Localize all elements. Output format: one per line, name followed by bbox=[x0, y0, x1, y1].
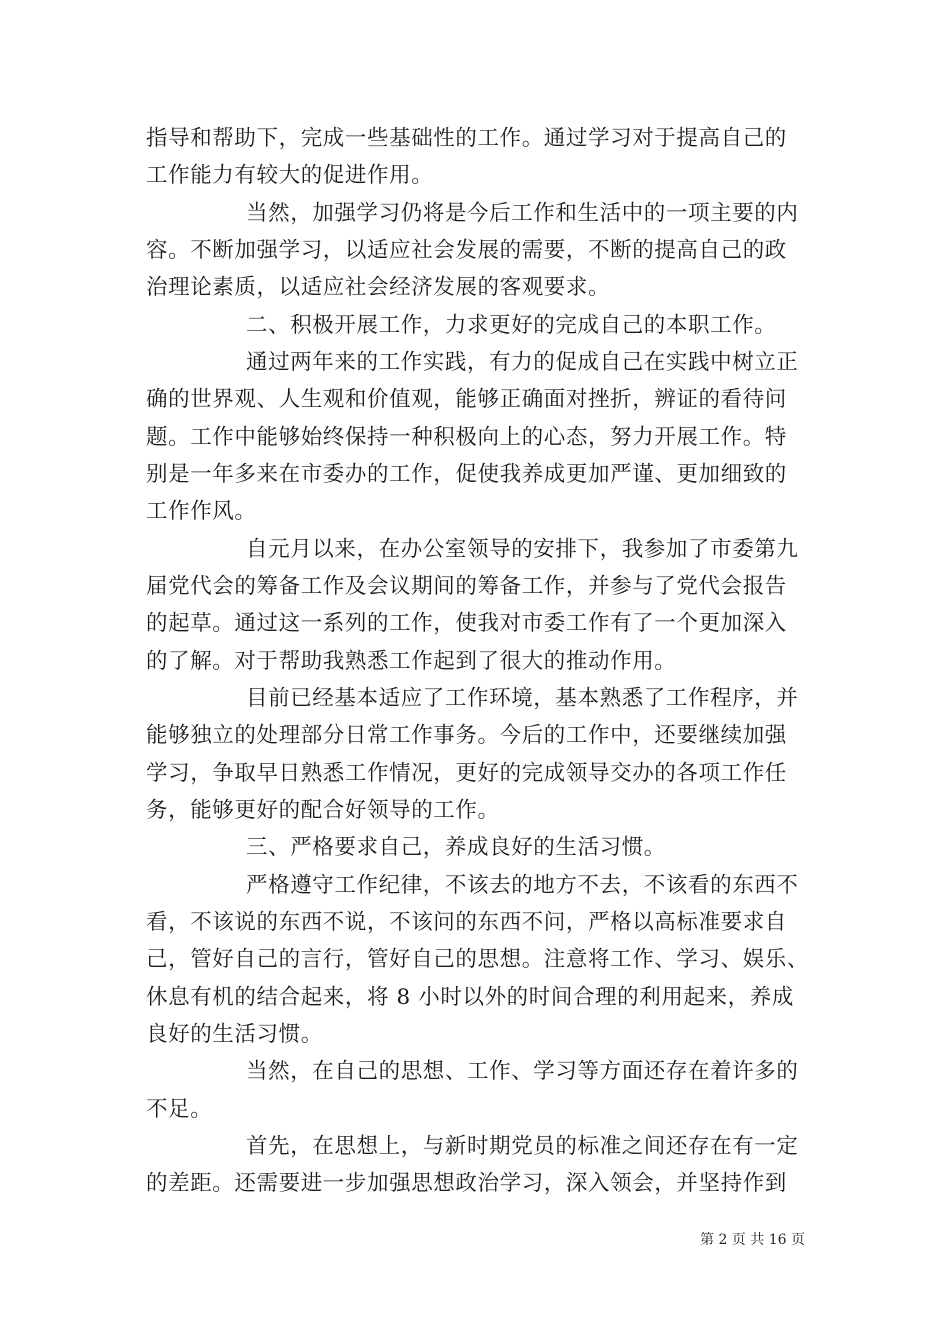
text-line: 良好的生活习惯。 bbox=[146, 1022, 323, 1047]
text-line: 己，管好自己的言行，管好自己的思想。注意将工作、学习、娱乐、 bbox=[146, 947, 810, 972]
text-line: 的了解。对于帮助我熟悉工作起到了很大的推动作用。 bbox=[146, 649, 677, 674]
text-line: 的起草。通过这一系列的工作，使我对市委工作有了一个更加深入 bbox=[146, 611, 787, 636]
text-line: 工作能力有较大的促进作用。 bbox=[146, 163, 434, 188]
text-line: 届党代会的筹备工作及会议期间的筹备工作，并参与了党代会报告 bbox=[146, 574, 787, 599]
text-line: 的差距。还需要进一步加强思想政治学习，深入领会，并坚持作到 bbox=[146, 1171, 787, 1196]
text-line: 学习，争取早日熟悉工作情况，更好的完成领导交办的各项工作任 bbox=[146, 761, 787, 786]
text-line: 确的世界观、人生观和价值观，能够正确面对挫折，辨证的看待问 bbox=[146, 387, 787, 412]
text-line: 不足。 bbox=[146, 1097, 213, 1122]
paragraph-start-line: 首先，在思想上，与新时期党员的标准之间还存在有一定 bbox=[246, 1134, 799, 1159]
page-number-footer: 第 2 页 共 16 页 bbox=[700, 1232, 805, 1248]
section-heading-2: 二、积极开展工作，力求更好的完成自己的本职工作。 bbox=[246, 313, 777, 338]
paragraph-start-line: 当然，在自己的思想、工作、学习等方面还存在着许多的 bbox=[246, 1059, 799, 1084]
text-line: 别是一年多来在市委办的工作，促使我养成更加严谨、更加细致的 bbox=[146, 462, 787, 487]
paragraph-start-line: 当然，加强学习仍将是今后工作和生活中的一项主要的内 bbox=[246, 201, 799, 226]
text-line: 休息有机的结合起来，将 8 小时以外的时间合理的利用起来，养成 bbox=[146, 985, 794, 1010]
text-line: 务，能够更好的配合好领导的工作。 bbox=[146, 798, 500, 823]
paragraph-start-line: 自元月以来，在办公室领导的安排下，我参加了市委第九 bbox=[246, 537, 799, 562]
text-line: 看，不该说的东西不说，不该问的东西不问，严格以高标准要求自 bbox=[146, 910, 787, 935]
section-heading-3: 三、严格要求自己，养成良好的生活习惯。 bbox=[246, 835, 666, 860]
paragraph-start-line: 目前已经基本适应了工作环境，基本熟悉了工作程序，并 bbox=[246, 686, 799, 711]
text-line: 治理论素质，以适应社会经济发展的客观要求。 bbox=[146, 275, 611, 300]
text-line: 工作作风。 bbox=[146, 499, 257, 524]
text-line: 题。工作中能够始终保持一种积极向上的心态，努力开展工作。特 bbox=[146, 425, 787, 450]
paragraph-start-line: 通过两年来的工作实践，有力的促成自己在实践中树立正 bbox=[246, 350, 799, 375]
paragraph-start-line: 严格遵守工作纪律，不该去的地方不去，不该看的东西不 bbox=[246, 873, 799, 898]
text-line: 指导和帮助下，完成一些基础性的工作。通过学习对于提高自己的 bbox=[146, 126, 787, 151]
text-line: 容。不断加强学习，以适应社会发展的需要，不断的提高自己的政 bbox=[146, 238, 787, 263]
text-line: 能够独立的处理部分日常工作事务。今后的工作中，还要继续加强 bbox=[146, 723, 787, 748]
